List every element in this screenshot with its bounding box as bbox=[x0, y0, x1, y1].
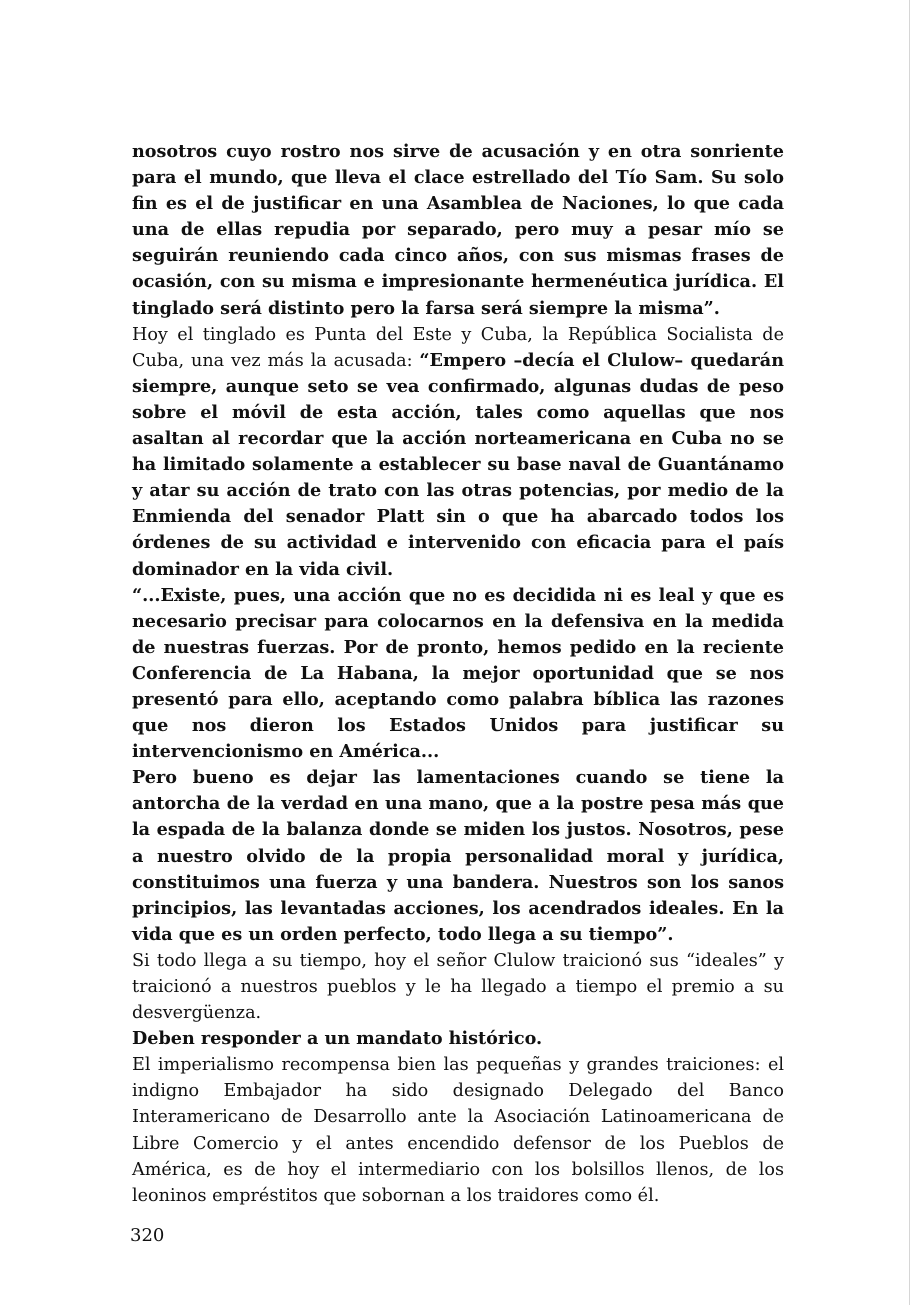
page-edge-line bbox=[909, 0, 910, 1305]
page-number: 320 bbox=[130, 1225, 165, 1246]
paragraph bbox=[132, 1052, 784, 1209]
paragraph bbox=[132, 139, 784, 322]
paragraph bbox=[132, 322, 784, 583]
bold-quote-text: “...Existe, pues, una acción que no es decidida ni es leal y que es necesario precisar para colocarnos en la defensiva en la medida de nuestras fuerzas. Por de pronto, hemos pedido en la reciente Conferencia de La Habana, la mejor oportunidad que se nos presentó para ello, aceptando como palabra bíblica las razones que nos dieron los Estados Unidos para justificar su intervencionismo en América... bbox=[132, 584, 784, 763]
regular-text: Si todo llega a su tiempo, hoy el señor Clulow traicionó sus “ideales” y traicionó a nuestros pueblos y le ha llegado a tiempo el premio a su desvergüenza. bbox=[132, 950, 784, 1024]
bold-heading-text: Deben responder a un mandato histórico. bbox=[132, 1028, 543, 1050]
paragraph bbox=[132, 765, 784, 948]
bold-quote-text: “Empero –decía el Clulow– quedarán siempre, aunque seto se vea confirmado, algunas dudas de peso sobre el móvil de esta acción, tales como aquellas que nos asaltan al recordar que la acción norteamericana en Cuba no se ha limitado solamente a establecer su base naval de Guantánamo y atar su acción de trato con las otras potencias, por medio de la Enmienda del senador Platt sin o que ha abarcado todos los órdenes de su actividad e intervenido con eficacia para el país dominador en la vida civil. bbox=[132, 349, 784, 580]
body-text bbox=[132, 139, 784, 1209]
paragraph bbox=[132, 583, 784, 766]
paragraph bbox=[132, 1026, 784, 1052]
bold-quote-text: Pero bueno es dejar las lamentaciones cuando se tiene la antorcha de la verdad en una mano, que a la postre pesa más que la espada de la balanza donde se miden los justos. Nosotros, pese a nuestro olvido de la propia personalidad moral y jurídica, constituimos una fuerza y una bandera. Nuestros son los sanos principios, las levantadas acciones, los acendrados ideales. En la vida que es un orden perfecto, todo llega a su tiempo”. bbox=[132, 767, 784, 945]
regular-text: El imperialismo recompensa bien las pequeñas y grandes traiciones: el indigno Embajador ha sido designado Delegado del Banco Interamericano de Desarrollo ante la Asociación Latinoamericana de Libre Comercio y el antes encendido defensor de los Pueblos de América, es de hoy el intermediario con los bolsillos llenos, de los leoninos empréstitos que sobornan a los traidores como él. bbox=[132, 1055, 784, 1206]
regular-text: Hoy el tinglado es Punta del Este y Cuba, la República Socialista de Cuba, una vez más la acusada: bbox=[132, 324, 784, 371]
paragraph bbox=[132, 948, 784, 1026]
bold-quote-text: nosotros cuyo rostro nos sirve de acusación y en otra sonriente para el mundo, que lleva el clace estrellado del Tío Sam. Su solo fin es el de justificar en una Asamblea de Naciones, lo que cada una de ellas repudia por separado, pero muy a pesar mío se seguirán reuniendo cada cinco años, con sus mismas frases de ocasión, con su misma e impresionante hermenéutica jurídica. El tinglado será distinto pero la farsa será siempre la misma”. bbox=[132, 141, 784, 319]
